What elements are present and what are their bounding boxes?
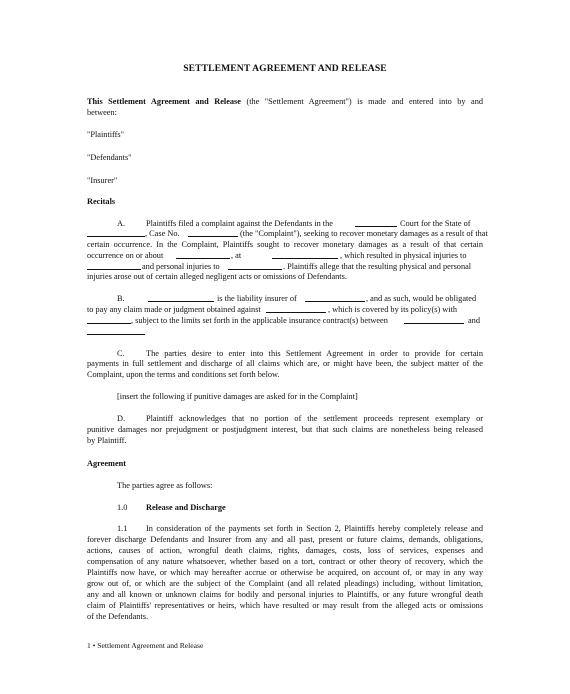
blank-insured [305, 301, 365, 302]
para-1-1-line-2: forever discharge Defendants and Insurer from any and all past, present or future claims, demands, obligations, [87, 535, 483, 544]
recital-a-line-1b: Court for the State of [400, 219, 471, 228]
recital-a-line-3: certain occurrence. In the Complaint, Plaintiffs sought to recover monetary damages as a result of that certain [87, 240, 483, 249]
para-1-1-line-8: claim of Plaintiffs' representatives or heirs, which have resulted or may result from the alleged acts or omissions [87, 601, 483, 610]
para-1-1-line-4: compensation of any nature whatsoever, whether based on a tort, contract or other theory of recovery, which the [87, 557, 483, 566]
section-1-title: Release and Discharge [146, 503, 226, 512]
para-1-1-number: 1.1 [117, 524, 128, 533]
recital-b-line-1b: , and as such, would be obligated [366, 294, 477, 303]
recital-d-label: D. [117, 414, 126, 423]
recital-d-line-3: by Plaintiff. [87, 436, 127, 445]
recital-b-line-2b: , which is covered by its policy(s) with [328, 305, 458, 314]
insert-note: [insert the following if punitive damages are asked for in the Complaint] [117, 392, 358, 401]
recital-a-line-2a: , Case No. [145, 229, 180, 238]
para-1-1-line-6: grow out of, or which are the subject of the Complaint (and all related pleadings) including, without limitation, [87, 579, 483, 588]
recital-a-label: A. [117, 219, 126, 228]
recital-a-line-5b: . Plaintiffs allege that the resulting physical and personal [283, 262, 472, 271]
recital-b-line-3a: , subject to the limits set forth in the applicable insurance contract(s) between [131, 316, 388, 325]
blank-location [272, 258, 338, 259]
recital-a-line-4b: , at [231, 251, 242, 260]
blank-date [176, 258, 230, 259]
para-1-1-line-7: any and all known or unknown claims for bodily and personal injuries to Plaintiffs, or any future wrongful death [87, 590, 483, 599]
blank-judgment-party [266, 312, 326, 313]
recital-d-line-1: Plaintiff acknowledges that no portion of the settlement proceeds represent exemplary or [146, 414, 483, 423]
recital-d-line-2: punitive damages nor prejudgment or postjudgment interest, but that such claims are nonetheless being released [87, 425, 483, 434]
recital-c-line-1: The parties desire to enter into this Settlement Agreement in order to provide for certain [146, 349, 483, 358]
para-1-1-line-9: of the Defendants. [87, 612, 149, 621]
recital-b-line-1a: is the liability insurer of [217, 294, 297, 303]
party-insurer: "Insurer" [87, 176, 118, 185]
document-title: SETTLEMENT AGREEMENT AND RELEASE [183, 63, 387, 74]
section-1-number: 1.0 [117, 503, 128, 512]
intro-line-1 [87, 97, 483, 107]
blank-insurer [148, 301, 214, 302]
recital-a-line-6: injuries arose out of certain alleged negligent acts or omissions of Defendants. [87, 272, 347, 281]
agreement-heading: Agreement [87, 459, 127, 468]
party-plaintiffs: "Plaintiffs" [87, 130, 125, 139]
party-defendants: "Defendants" [87, 153, 132, 162]
blank-injured-party [87, 269, 141, 270]
agree-intro: The parties agree as follows: [117, 481, 213, 490]
recital-c-line-3: Complaint, upon the terms and conditions set forth below. [87, 370, 280, 379]
blank-personal-injury-party [228, 269, 282, 270]
recital-b-line-2a: to pay any claim made or judgment obtained against [87, 305, 261, 314]
page-footer: 1 • Settlement Agreement and Release [87, 641, 204, 650]
recitals-heading: Recitals [87, 197, 116, 206]
recital-a-line-4c: , which resulted in physical injuries to [340, 251, 467, 260]
recital-b-line-3b: and [468, 316, 480, 325]
intro-bold: This Settlement Agreement and Release [87, 97, 241, 106]
recital-c-label: C. [117, 349, 125, 358]
recital-a-line-4a: occurrence on or about [87, 251, 164, 260]
intro-line-2: between: [87, 108, 117, 117]
para-1-1-line-3: actions, causes of action, wrongful death claims, rights, damages, costs, loss of services, expenses and [87, 546, 483, 555]
blank-state [87, 236, 145, 237]
recital-b-label: B. [117, 294, 125, 303]
blank-court [355, 226, 397, 227]
blank-policy-party [87, 323, 131, 324]
recital-c-line-2: payments in full settlement and discharge of all claims which are, or might have been, the subject matter of the [87, 359, 483, 368]
para-1-1-line-1: In consideration of the payments set forth in Section 2, Plaintiffs hereby completely release and [146, 524, 483, 533]
recital-a-line-5a: and personal injuries to [142, 262, 220, 271]
blank-contract-party-1 [404, 323, 464, 324]
blank-contract-party-2 [87, 334, 145, 335]
recital-a-line-1a: Plaintiffs filed a complaint against the Defendants in the [146, 219, 333, 228]
recital-a-line-2b: (the "Complaint"), seeking to recover monetary damages as a result of that [240, 229, 488, 238]
para-1-1-line-5: Plaintiffs now have, or which may hereafter accrue or otherwise be acquired, on account of, or may in any way [87, 568, 483, 577]
intro-rest: (the "Settlement Agreement") is made and entered into by and [246, 97, 483, 106]
blank-case-no [188, 236, 238, 237]
